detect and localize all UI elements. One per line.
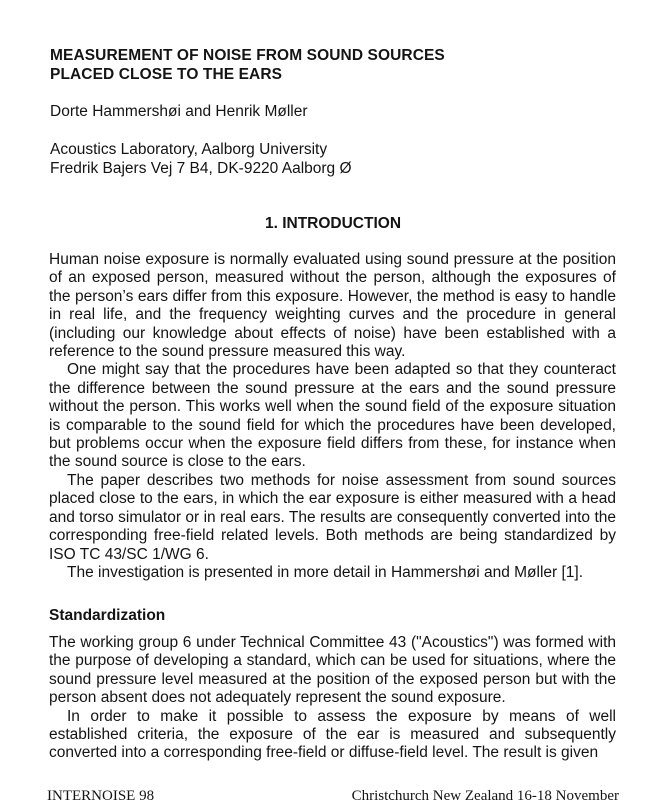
subsection-heading-standardization: Standardization [49,607,166,624]
standardization-body [49,634,616,763]
footer-conference: INTERNOISE 98 [47,788,155,804]
paragraph: The paper describes two methods for noise assessment from sound sources placed close to the ears, in which the ear exposure is either measured with a head and torso simulator or in real ears. The results are consequently converted into the corresponding free-field related levels. Both methods are being standardized by ISO TC 43/SC 1/WG 6. [49,471,616,563]
affiliation-line: Fredrik Bajers Vej 7 B4, DK-9220 Aalborg Ø [50,160,352,177]
paragraph: The investigation is presented in more detail in Hammershøi and Møller [1]. [67,563,584,581]
paragraph: One might say that the procedures have been adapted so that they counteract the difference between the sound pressure at the ears and the sound pressure without the person. This works well when the sound field of the exposure situation is comparable to the sound field for which the procedures have been developed, but problems occur when the exposure field differs from these, for instance when the sound source is close to the ears. [49,361,616,471]
paragraph: In order to make it possible to assess the exposure by means of well established criteria, the exposure of the ear is measured and subsequently converted into a corresponding free-field or diffuse-field level. The result is given [49,707,616,762]
title-line: MEASUREMENT OF NOISE FROM SOUND SOURCES [50,47,445,64]
affiliation-line: Acoustics Laboratory, Aalborg University [50,141,328,158]
paragraph: Human noise exposure is normally evaluated using sound pressure at the position of an exposed person, measured without the person, although the exposures of the person’s ears differ from this exposure. However, the method is easy to handle in real life, and the frequency weighting curves and the procedure in general (including our knowledge about effects of noise) have been established with a reference to the sound pressure measured this way. [49,251,616,361]
authors: Dorte Hammershøi and Henrik Møller [50,103,308,120]
introduction-body [49,251,616,582]
paragraph: The working group 6 under Technical Committee 43 ("Acoustics") was formed with the purpose of developing a standard, which can be used for situations, where the sound pressure level measured at the position of the exposed person but with the person absent does not adequately represent the sound exposure. [49,634,616,707]
title-line: PLACED CLOSE TO THE EARS [50,65,283,83]
section-heading-introduction: 1. INTRODUCTION [264,215,402,232]
footer-location-date: Christchurch New Zealand 16-18 November [351,788,619,804]
affiliation [50,140,352,178]
paper-title [50,47,610,84]
